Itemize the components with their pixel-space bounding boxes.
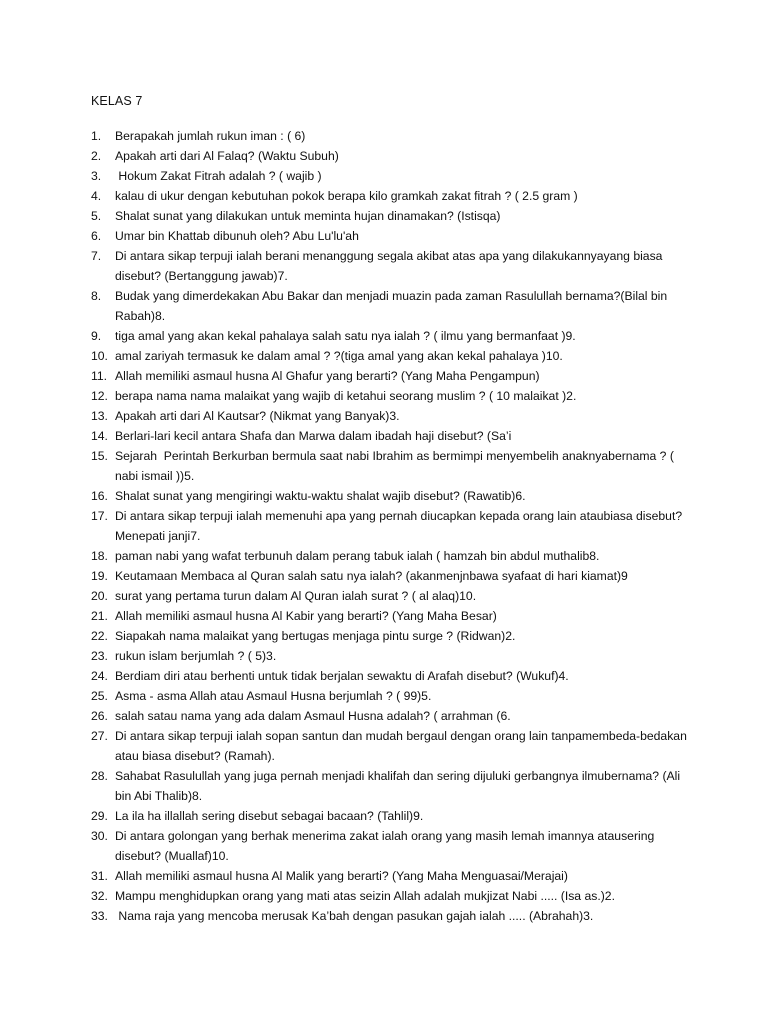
question-item [0, 366, 768, 386]
question-item [0, 806, 768, 826]
question-number: 13. [91, 409, 108, 423]
question-item [0, 766, 768, 806]
question-text: Hokum Zakat Fitrah adalah ? ( wajib ) [115, 169, 322, 183]
question-item [0, 626, 768, 646]
question-text: Berapakah jumlah rukun iman : ( 6) [115, 129, 306, 143]
question-number: 1. [91, 129, 102, 143]
question-text: surat yang pertama turun dalam Al Quran ialah surat ? ( al alaq)10. [115, 589, 477, 603]
question-number: 28. [91, 769, 108, 783]
question-text: Shalat sunat yang mengiringi waktu-waktu shalat wajib disebut? (Rawatib)6. [115, 489, 526, 503]
question-text: kalau di ukur dengan kebutuhan pokok berapa kilo gramkah zakat fitrah ? ( 2.5 gram ) [115, 189, 578, 203]
question-item [0, 666, 768, 686]
question-item [0, 726, 768, 766]
question-item [0, 506, 768, 546]
question-number: 27. [91, 729, 108, 743]
question-number: 6. [91, 229, 102, 243]
question-item [0, 446, 768, 486]
question-item [0, 826, 768, 866]
question-number: 17. [91, 509, 108, 523]
question-number: 11. [91, 369, 108, 383]
question-text: Sahabat Rasulullah yang juga pernah menjadi khalifah dan sering dijuluki gerbangnya ilmubernama? (Ali bin Abi Thalib)8. [115, 769, 684, 803]
question-list [0, 126, 768, 926]
question-number: 18. [91, 549, 108, 563]
question-item [0, 246, 768, 286]
question-number: 20. [91, 589, 108, 603]
question-number: 22. [91, 629, 108, 643]
question-number: 26. [91, 709, 108, 723]
question-item [0, 166, 768, 186]
question-text: berapa nama nama malaikat yang wajib di ketahui seorang muslim ? ( 10 malaikat )2. [115, 389, 577, 403]
question-text: Budak yang dimerdekakan Abu Bakar dan menjadi muazin pada zaman Rasulullah bernama?(Bilal bin Rabah)8. [115, 289, 671, 323]
question-number: 29. [91, 809, 108, 823]
question-text: Umar bin Khattab dibunuh oleh? Abu Lu'lu'ah [115, 229, 359, 243]
question-item [0, 686, 768, 706]
question-text: Di antara sikap terpuji ialah sopan santun dan mudah bergaul dengan orang lain tanpamembeda-bedakan atau biasa disebut? (Ramah). [115, 729, 691, 763]
question-number: 19. [91, 569, 108, 583]
question-item [0, 886, 768, 906]
question-item [0, 646, 768, 666]
question-number: 16. [91, 489, 108, 503]
question-number: 14. [91, 429, 108, 443]
question-text: Di antara sikap terpuji ialah berani menanggung segala akibat atas apa yang dilakukannyayang biasa disebut? (Bertanggung jawab)7. [115, 249, 666, 283]
question-number: 8. [91, 289, 102, 303]
question-text: amal zariyah termasuk ke dalam amal ? ?(tiga amal yang akan kekal pahalaya )10. [115, 349, 563, 363]
question-text: Mampu menghidupkan orang yang mati atas seizin Allah adalah mukjizat Nabi ..... (Isa as.)2. [115, 889, 615, 903]
question-text: Di antara golongan yang berhak menerima zakat ialah orang yang masih lemah imannya atausering disebut? (Muallaf)10. [115, 829, 658, 863]
question-text: tiga amal yang akan kekal pahalaya salah satu nya ialah ? ( ilmu yang bermanfaat )9. [115, 329, 576, 343]
question-text: salah satau nama yang ada dalam Asmaul Husna adalah? ( arrahman (6. [115, 709, 511, 723]
question-number: 12. [91, 389, 108, 403]
question-item [0, 226, 768, 246]
question-text: Sejarah Perintah Berkurban bermula saat nabi Ibrahim as bermimpi menyembelih anaknyabernama ? ( nabi ismail ))5. [115, 449, 678, 483]
question-text: Allah memiliki asmaul husna Al Kabir yang berarti? (Yang Maha Besar) [115, 609, 497, 623]
question-text: Berdiam diri atau berhenti untuk tidak berjalan sewaktu di Arafah disebut? (Wukuf)4. [115, 669, 569, 683]
question-item [0, 346, 768, 366]
question-text: Shalat sunat yang dilakukan untuk meminta hujan dinamakan? (Istisqa) [115, 209, 501, 223]
question-text: Apakah arti dari Al Falaq? (Waktu Subuh) [115, 149, 339, 163]
question-number: 2. [91, 149, 102, 163]
question-item [0, 406, 768, 426]
question-number: 21. [91, 609, 108, 623]
question-item [0, 386, 768, 406]
question-text: Berlari-lari kecil antara Shafa dan Marwa dalam ibadah haji disebut? (Sa’i [115, 429, 512, 443]
question-number: 15. [91, 449, 108, 463]
question-number: 32. [91, 889, 108, 903]
question-number: 31. [91, 869, 108, 883]
question-text: Keutamaan Membaca al Quran salah satu nya ialah? (akanmenjnbawa syafaat di hari kiamat)9 [115, 569, 628, 583]
question-item [0, 146, 768, 166]
question-number: 7. [91, 249, 102, 263]
question-number: 9. [91, 329, 102, 343]
question-item [0, 186, 768, 206]
question-item [0, 546, 768, 566]
question-item [0, 126, 768, 146]
question-item [0, 706, 768, 726]
question-text: Allah memiliki asmaul husna Al Malik yang berarti? (Yang Maha Menguasai/Merajai) [115, 869, 568, 883]
question-number: 24. [91, 669, 108, 683]
question-number: 5. [91, 209, 102, 223]
question-item [0, 486, 768, 506]
question-item [0, 866, 768, 886]
question-item [0, 206, 768, 226]
question-item [0, 586, 768, 606]
question-text: Siapakah nama malaikat yang bertugas menjaga pintu surge ? (Ridwan)2. [115, 629, 516, 643]
question-number: 25. [91, 689, 108, 703]
question-number: 33. [91, 909, 108, 923]
class-heading: KELAS 7 [91, 94, 143, 108]
question-text: Di antara sikap terpuji ialah memenuhi apa yang pernah diucapkan kepada orang lain ataubiasa disebut? Menepati janji7. [115, 509, 686, 543]
question-text: Allah memiliki asmaul husna Al Ghafur yang berarti? (Yang Maha Pengampun) [115, 369, 540, 383]
question-number: 23. [91, 649, 108, 663]
question-text: Asma - asma Allah atau Asmaul Husna berjumlah ? ( 99)5. [115, 689, 432, 703]
question-text: La ila ha illallah sering disebut sebagai bacaan? (Tahlil)9. [115, 809, 424, 823]
question-text: Nama raja yang mencoba merusak Ka’bah dengan pasukan gajah ialah ..... (Abrahah)3. [115, 909, 594, 923]
question-item [0, 566, 768, 586]
question-text: rukun islam berjumlah ? ( 5)3. [115, 649, 277, 663]
question-item [0, 426, 768, 446]
question-item [0, 606, 768, 626]
question-number: 10. [91, 349, 108, 363]
question-item [0, 906, 768, 926]
question-text: Apakah arti dari Al Kautsar? (Nikmat yang Banyak)3. [115, 409, 400, 423]
question-number: 30. [91, 829, 108, 843]
question-number: 3. [91, 169, 102, 183]
question-item [0, 286, 768, 326]
question-text: paman nabi yang wafat terbunuh dalam perang tabuk ialah ( hamzah bin abdul muthalib8. [115, 549, 600, 563]
question-item [0, 326, 768, 346]
question-number: 4. [91, 189, 102, 203]
